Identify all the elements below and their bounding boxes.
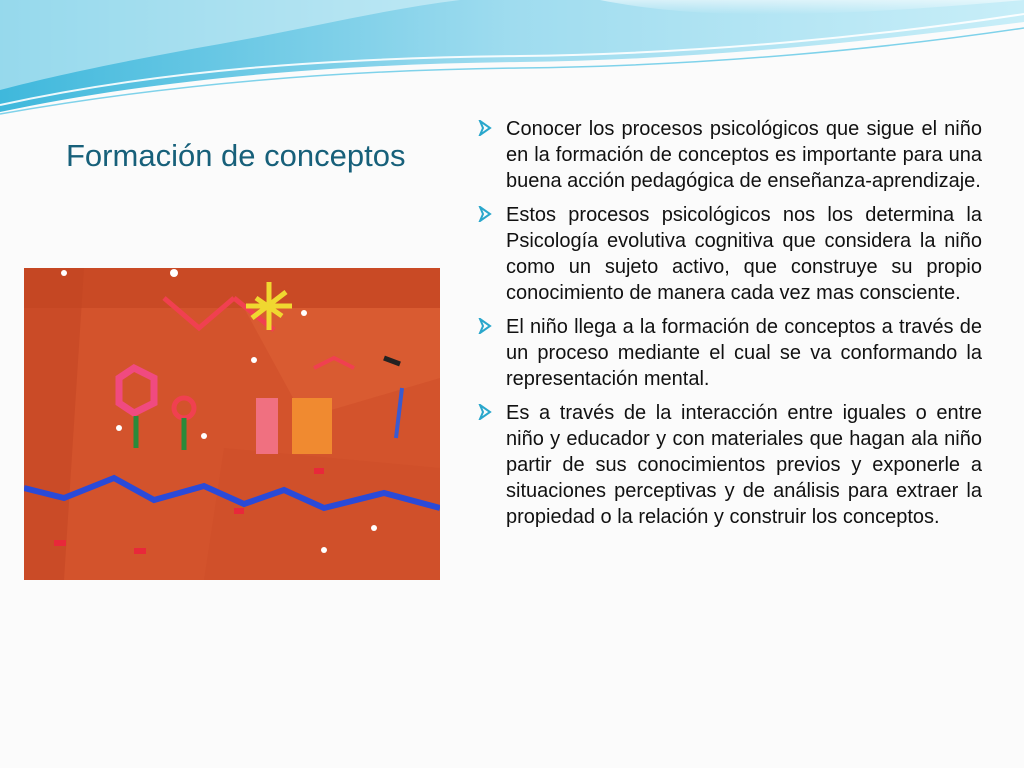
bullet-text: El niño llega a la formación de conceptos a través de un proceso mediante el cual se va conformando la representación mental. bbox=[506, 316, 982, 390]
bullet-list bbox=[478, 116, 982, 538]
bullet-text: Es a través de la interacción entre iguales o entre niño y educador y con materiales que hagan ala niño partir de sus conocimientos previos y exponerle a situaciones perceptivas y de análisis para extraer la propiedad o la relación y construir los conceptos. bbox=[506, 402, 982, 528]
slide-title: Formación de conceptos bbox=[66, 138, 406, 173]
children-material-photo bbox=[24, 268, 440, 580]
bullet-item bbox=[478, 314, 982, 392]
chevron-right-icon bbox=[478, 119, 492, 145]
chevron-right-icon bbox=[478, 317, 492, 343]
chevron-right-icon bbox=[478, 403, 492, 429]
header-wave-decoration bbox=[0, 0, 1024, 120]
bullet-item bbox=[478, 116, 982, 194]
bullet-text: Estos procesos psicológicos nos los determina la Psicología evolutiva cognitiva que considera la niño como un sujeto activo, que construye su propio conocimiento de manera cada vez mas consciente. bbox=[506, 204, 982, 304]
chevron-right-icon bbox=[478, 205, 492, 231]
bullet-text: Conocer los procesos psicológicos que sigue el niño en la formación de conceptos es importante para una buena acción pedagógica de enseñanza-aprendizaje. bbox=[506, 118, 982, 192]
bullet-item bbox=[478, 202, 982, 306]
bullet-item bbox=[478, 400, 982, 530]
